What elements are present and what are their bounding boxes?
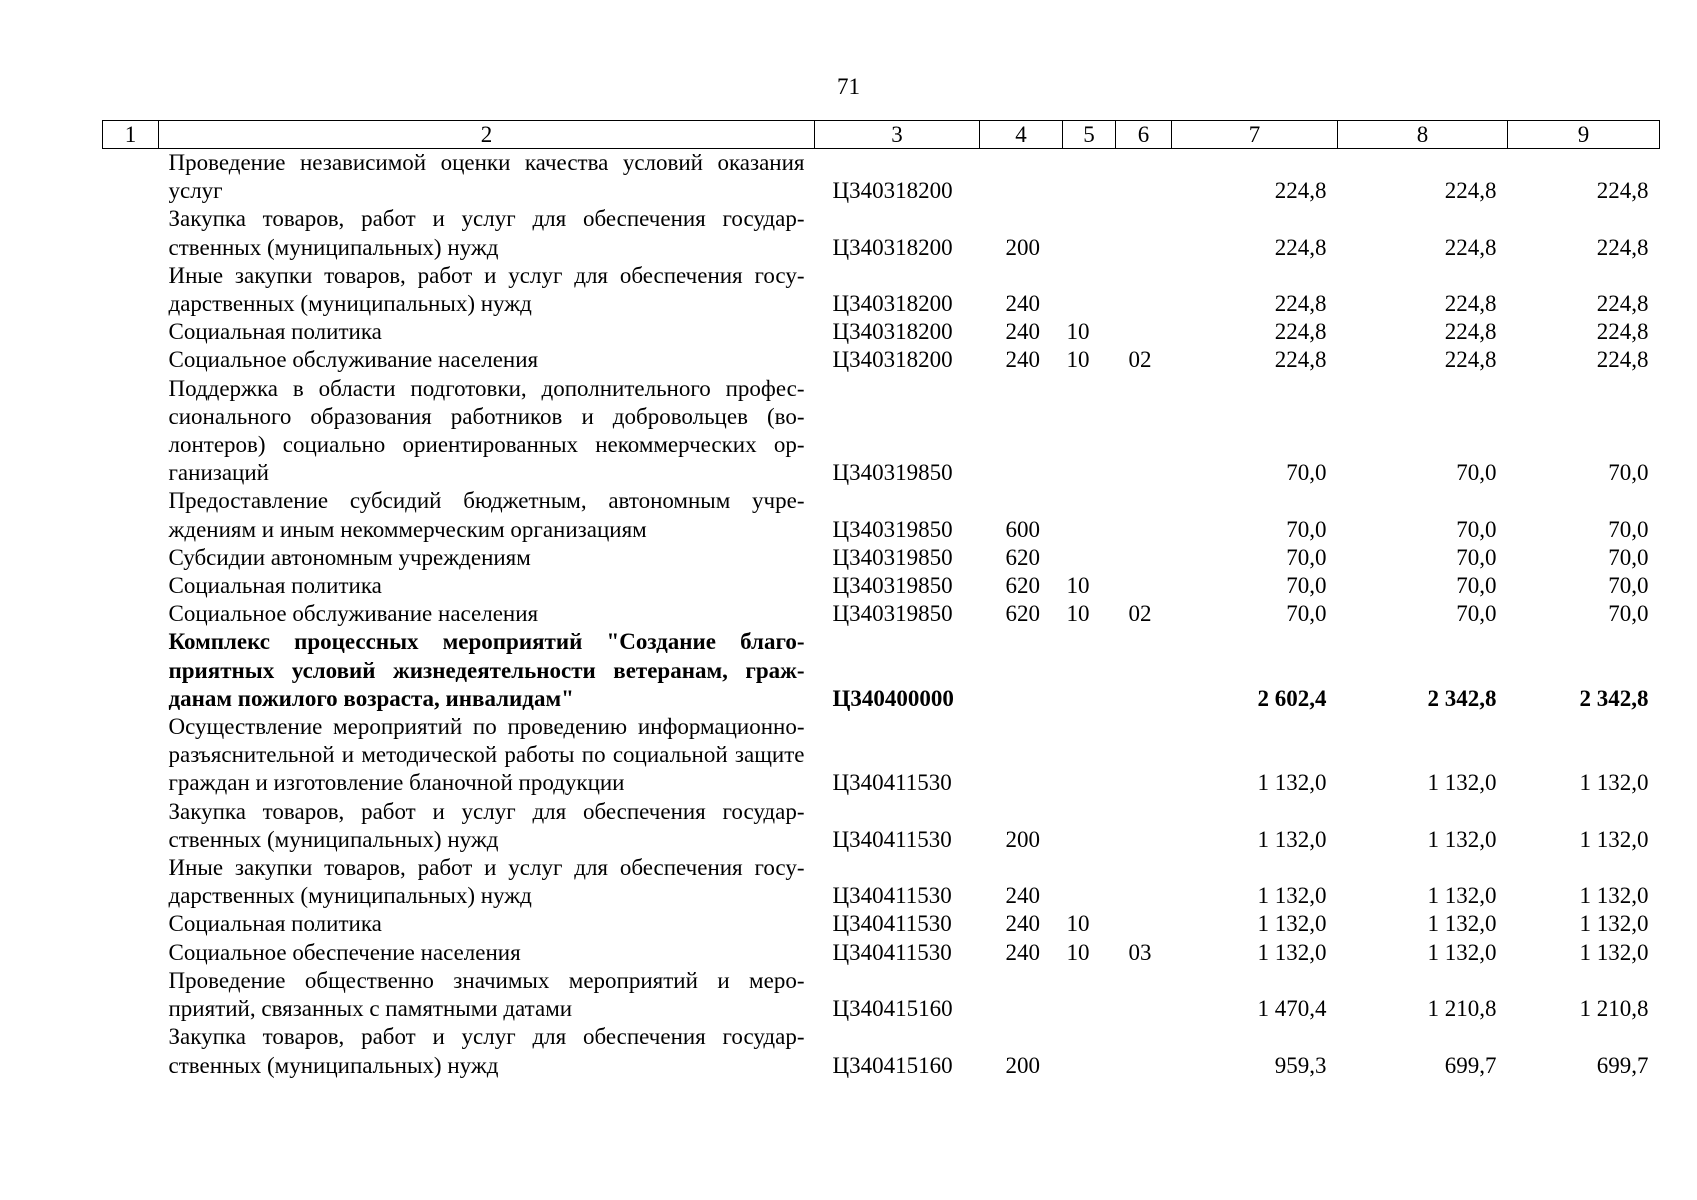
amount-year-1: 1 132,0: [1257, 911, 1327, 937]
expense-type-code: 240: [1005, 911, 1040, 937]
table-body: [103, 149, 1660, 1080]
subsection-code: 02: [1128, 347, 1152, 373]
section-code: [1063, 854, 1116, 910]
budget-table: [102, 120, 1660, 1080]
amount-year-2: 1 132,0: [1427, 826, 1497, 852]
target-article-code: Ц340319850: [832, 573, 953, 599]
table-row: [103, 262, 1660, 318]
subsection-code: [1116, 544, 1172, 572]
table-row: [103, 1023, 1660, 1079]
table-row: [103, 967, 1660, 1023]
row-number: [103, 939, 159, 967]
expense-type-code: 240: [1005, 319, 1040, 345]
amount-year-1: 1 470,4: [1257, 996, 1327, 1022]
target-article-code: Ц340319850: [832, 601, 953, 627]
subsection-code: [1116, 487, 1172, 543]
expense-type-code: [980, 628, 1063, 713]
subsection-code: [1116, 205, 1172, 261]
row-name: Социальное обеспечение населения: [168, 939, 521, 965]
row-number: [103, 854, 159, 910]
table-row: [103, 572, 1660, 600]
subsection-code: [1116, 262, 1172, 318]
column-header-4: 4: [980, 121, 1063, 149]
amount-year-1: 959,3: [1274, 1052, 1327, 1078]
row-number: [103, 798, 159, 854]
subsection-code: [1116, 713, 1172, 798]
amount-year-2: 70,0: [1456, 544, 1497, 570]
row-name: Социальная политика: [168, 319, 382, 345]
target-article-code: Ц340319850: [832, 516, 953, 542]
row-number: [103, 487, 159, 543]
amount-year-2: 1 132,0: [1427, 939, 1497, 965]
row-number: [103, 572, 159, 600]
target-article-code: Ц340318200: [832, 291, 953, 317]
amount-year-2: 1 210,8: [1427, 996, 1497, 1022]
target-article-code: Ц340318200: [832, 234, 953, 260]
amount-year-1: 224,8: [1274, 319, 1327, 345]
section-code: [1063, 798, 1116, 854]
amount-year-2: 224,8: [1444, 178, 1497, 204]
amount-year-2: 70,0: [1456, 460, 1497, 486]
table-row: [103, 628, 1660, 713]
column-header-1: 1: [103, 121, 159, 149]
row-number: [103, 318, 159, 346]
target-article-code: Ц340411530: [832, 911, 952, 937]
column-header-9: 9: [1508, 121, 1660, 149]
subsection-code: [1116, 1023, 1172, 1079]
section-code: [1063, 205, 1116, 261]
row-number: [103, 375, 159, 488]
amount-year-3: 224,8: [1596, 319, 1649, 345]
table-row: [103, 487, 1660, 543]
amount-year-2: 1 132,0: [1427, 911, 1497, 937]
amount-year-2: 224,8: [1444, 319, 1497, 345]
amount-year-2: 224,8: [1444, 234, 1497, 260]
subsection-code: [1116, 910, 1172, 938]
section-code: 10: [1066, 601, 1090, 627]
row-number: [103, 149, 159, 206]
amount-year-1: 224,8: [1274, 347, 1327, 373]
target-article-code: Ц340415160: [832, 996, 953, 1022]
subsection-code: [1116, 149, 1172, 206]
amount-year-3: 1 132,0: [1579, 826, 1649, 852]
amount-year-3: 70,0: [1608, 460, 1649, 486]
row-name: Комплекс процессных мероприятий "Создание благоприятных условий жизнедеятельности ветеранам, гражданам пожилого возраста, инвалидам": [168, 629, 805, 711]
column-header-6: 6: [1116, 121, 1172, 149]
target-article-code: Ц340411530: [832, 883, 952, 909]
row-number: [103, 628, 159, 713]
expense-type-code: [980, 967, 1063, 1023]
expense-type-code: 200: [1005, 234, 1040, 260]
amount-year-2: 70,0: [1456, 516, 1497, 542]
target-article-code: Ц340319850: [832, 460, 953, 486]
subsection-code: [1116, 854, 1172, 910]
amount-year-1: 224,8: [1274, 234, 1327, 260]
table-row: [103, 346, 1660, 374]
section-code: 10: [1066, 347, 1090, 373]
section-code: [1063, 967, 1116, 1023]
section-code: [1063, 262, 1116, 318]
amount-year-2: 1 132,0: [1427, 770, 1497, 796]
amount-year-3: 70,0: [1608, 544, 1649, 570]
amount-year-1: 2 602,4: [1257, 685, 1327, 711]
amount-year-1: 1 132,0: [1257, 883, 1327, 909]
amount-year-3: 2 342,8: [1579, 685, 1649, 711]
subsection-code: [1116, 798, 1172, 854]
expense-type-code: 620: [1005, 573, 1040, 599]
amount-year-2: 699,7: [1444, 1052, 1497, 1078]
expense-type-code: 240: [1005, 347, 1040, 373]
subsection-code: [1116, 572, 1172, 600]
row-name: Социальная политика: [168, 911, 382, 937]
section-code: [1063, 544, 1116, 572]
amount-year-2: 224,8: [1444, 291, 1497, 317]
amount-year-3: 1 132,0: [1579, 883, 1649, 909]
section-code: 10: [1066, 911, 1090, 937]
section-code: [1063, 1023, 1116, 1079]
table-row: [103, 939, 1660, 967]
row-name: Закупка товаров, работ и услуг для обеспечения государственных (муниципальных) нужд: [168, 206, 805, 260]
row-name: Проведение общественно значимых мероприятий и мероприятий, связанных с памятными датами: [168, 967, 805, 1022]
table-row: [103, 854, 1660, 910]
table-row: [103, 375, 1660, 488]
header-row: [103, 121, 1660, 149]
amount-year-1: 1 132,0: [1257, 770, 1327, 796]
row-name: Социальное обслуживание населения: [168, 601, 539, 627]
row-name: Предоставление субсидий бюджетным, автономным учреждениям и иным некоммерческим организациям: [168, 488, 805, 542]
amount-year-3: 1 132,0: [1579, 770, 1649, 796]
expense-type-code: 620: [1005, 544, 1040, 570]
amount-year-2: 1 132,0: [1427, 883, 1497, 909]
row-name: Закупка товаров, работ и услуг для обеспечения государственных (муниципальных) нужд: [168, 798, 805, 852]
row-number: [103, 967, 159, 1023]
expense-type-code: 240: [1005, 291, 1040, 317]
section-code: [1063, 375, 1116, 488]
amount-year-3: 224,8: [1596, 178, 1649, 204]
amount-year-2: 224,8: [1444, 347, 1497, 373]
table-row: [103, 318, 1660, 346]
table-row: [103, 600, 1660, 628]
column-header-3: 3: [815, 121, 980, 149]
column-header-2: 2: [159, 121, 815, 149]
section-code: [1063, 628, 1116, 713]
row-name: Иные закупки товаров, работ и услуг для обеспечения государственных (муниципальных) нужд: [168, 262, 805, 317]
target-article-code: Ц340318200: [832, 347, 953, 373]
expense-type-code: 600: [1005, 516, 1040, 542]
subsection-code: 02: [1128, 601, 1152, 627]
row-number: [103, 205, 159, 261]
amount-year-1: 70,0: [1286, 601, 1327, 627]
expense-type-code: [980, 375, 1063, 488]
table-row: [103, 910, 1660, 938]
amount-year-2: 70,0: [1456, 573, 1497, 599]
amount-year-1: 1 132,0: [1257, 939, 1327, 965]
subsection-code: [1116, 318, 1172, 346]
expense-type-code: [980, 713, 1063, 798]
row-name: Закупка товаров, работ и услуг для обеспечения государственных (муниципальных) нужд: [168, 1024, 805, 1078]
amount-year-2: 2 342,8: [1427, 685, 1497, 711]
section-code: 10: [1066, 573, 1090, 599]
row-number: [103, 713, 159, 798]
expense-type-code: 200: [1005, 1052, 1040, 1078]
subsection-code: [1116, 967, 1172, 1023]
amount-year-3: 70,0: [1608, 516, 1649, 542]
section-code: 10: [1066, 939, 1090, 965]
target-article-code: Ц340318200: [832, 319, 953, 345]
column-header-7: 7: [1172, 121, 1338, 149]
row-name: Поддержка в области подготовки, дополнительного профессионального образования работников и добровольцев (волонтеров) социально ориентированных некоммерческих организаций: [168, 375, 805, 486]
amount-year-2: 70,0: [1456, 601, 1497, 627]
table-row: [103, 205, 1660, 261]
section-code: [1063, 487, 1116, 543]
amount-year-1: 224,8: [1274, 178, 1327, 204]
amount-year-3: 699,7: [1596, 1052, 1649, 1078]
row-name: Осуществление мероприятий по проведению информационно-разъяснительной и методической работы по социальной защите граждан и изготовление бланочной продукции: [168, 714, 805, 796]
amount-year-3: 1 210,8: [1579, 996, 1649, 1022]
table-row: [103, 798, 1660, 854]
subsection-code: 03: [1128, 939, 1152, 965]
amount-year-3: 224,8: [1596, 234, 1649, 260]
target-article-code: Ц340415160: [832, 1052, 953, 1078]
row-number: [103, 262, 159, 318]
row-name: Социальная политика: [168, 573, 382, 599]
row-number: [103, 346, 159, 374]
section-code: [1063, 713, 1116, 798]
row-number: [103, 600, 159, 628]
table-row: [103, 713, 1660, 798]
amount-year-3: 1 132,0: [1579, 939, 1649, 965]
target-article-code: Ц340319850: [832, 544, 953, 570]
table-row: [103, 544, 1660, 572]
row-name: Проведение независимой оценки качества условий оказания услуг: [168, 150, 805, 204]
row-name: Социальное обслуживание населения: [168, 347, 539, 373]
subsection-code: [1116, 628, 1172, 713]
row-name: Иные закупки товаров, работ и услуг для обеспечения государственных (муниципальных) нужд: [168, 855, 805, 909]
subsection-code: [1116, 375, 1172, 488]
target-article-code: Ц340318200: [832, 178, 953, 204]
expense-type-code: 200: [1005, 826, 1040, 852]
target-article-code: Ц340400000: [832, 685, 954, 711]
target-article-code: Ц340411530: [832, 939, 952, 965]
target-article-code: Ц340411530: [832, 826, 952, 852]
expense-type-code: 240: [1005, 939, 1040, 965]
amount-year-3: 70,0: [1608, 573, 1649, 599]
section-code: 10: [1066, 319, 1090, 345]
amount-year-3: 224,8: [1596, 347, 1649, 373]
expense-type-code: 240: [1005, 883, 1040, 909]
amount-year-3: 224,8: [1596, 291, 1649, 317]
row-number: [103, 1023, 159, 1079]
row-name: Субсидии автономным учреждениям: [168, 544, 531, 570]
page-number: 71: [837, 74, 860, 99]
target-article-code: Ц340411530: [832, 770, 952, 796]
amount-year-1: 70,0: [1286, 516, 1327, 542]
expense-type-code: [980, 149, 1063, 206]
column-header-5: 5: [1063, 121, 1116, 149]
amount-year-1: 224,8: [1274, 291, 1327, 317]
section-code: [1063, 149, 1116, 206]
column-header-8: 8: [1338, 121, 1508, 149]
table-row: [103, 149, 1660, 206]
row-number: [103, 910, 159, 938]
amount-year-3: 70,0: [1608, 601, 1649, 627]
expense-type-code: 620: [1005, 601, 1040, 627]
row-number: [103, 544, 159, 572]
table-header: [103, 121, 1660, 149]
amount-year-3: 1 132,0: [1579, 911, 1649, 937]
amount-year-1: 70,0: [1286, 544, 1327, 570]
amount-year-1: 70,0: [1286, 460, 1327, 486]
amount-year-1: 1 132,0: [1257, 826, 1327, 852]
amount-year-1: 70,0: [1286, 573, 1327, 599]
